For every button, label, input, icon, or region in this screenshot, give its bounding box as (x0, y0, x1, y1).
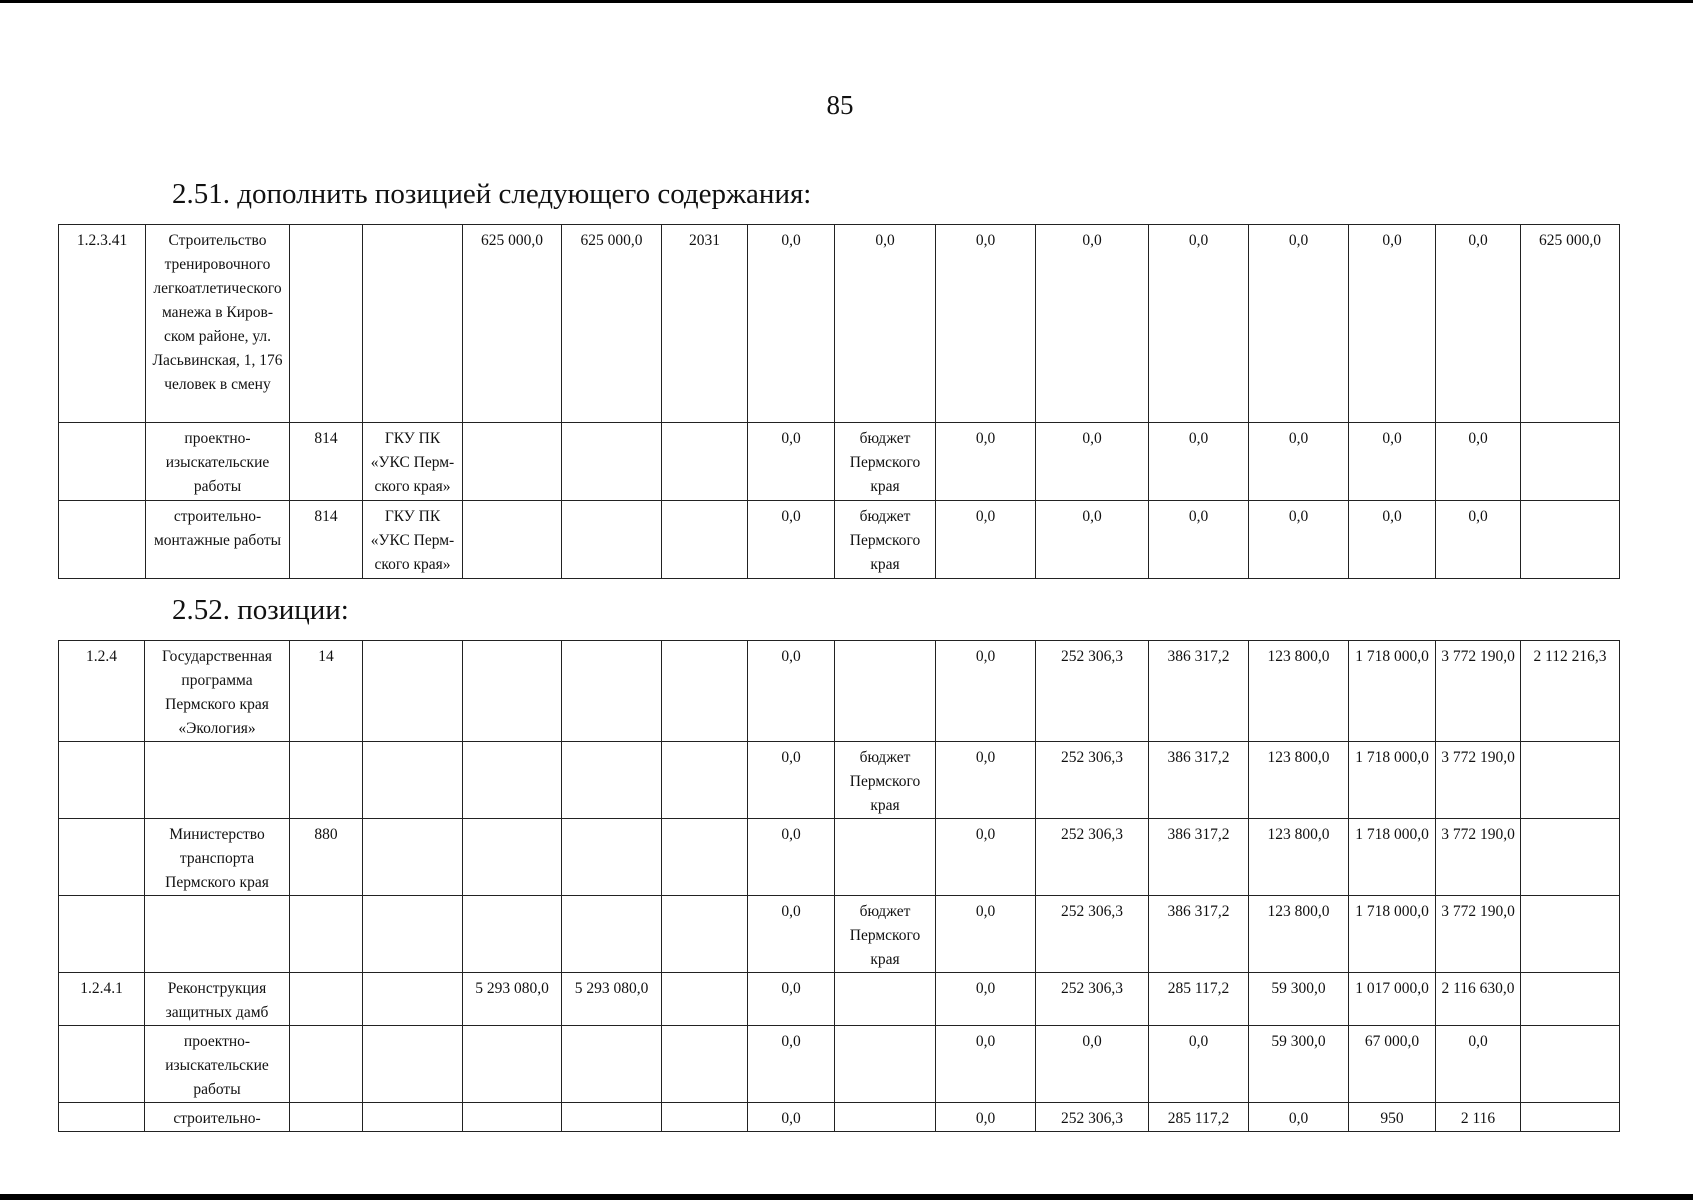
table-cell: 0,0 (748, 742, 835, 819)
table-cell: 0,0 (936, 1103, 1036, 1132)
table-row (59, 423, 1620, 501)
table-row (59, 973, 1620, 1026)
table-cell: 59 300,0 (1249, 1026, 1349, 1103)
table-cell (662, 742, 748, 819)
table-row (59, 225, 1620, 423)
table-cell (1521, 423, 1620, 501)
table-cell: 0,0 (748, 819, 835, 896)
scan-top-border (0, 0, 1693, 3)
table-cell: 0,0 (936, 1026, 1036, 1103)
table-cell (1521, 501, 1620, 579)
table-cell: 1.2.4 (59, 641, 145, 742)
table-cell (662, 501, 748, 579)
table-cell (290, 973, 363, 1026)
table-cell: 814 (290, 423, 363, 501)
table-cell: 67 000,0 (1349, 1026, 1436, 1103)
table-cell: бюджет Пермского края (835, 896, 936, 973)
table-cell (835, 819, 936, 896)
table-cell: 625 000,0 (1521, 225, 1620, 423)
table-cell: 386 317,2 (1149, 641, 1249, 742)
table-row (59, 1103, 1620, 1132)
table-cell (835, 973, 936, 1026)
table-cell (463, 1103, 562, 1132)
table-cell: ГКУ ПК «УКС Перм-ского края» (363, 423, 463, 501)
table-cell: 0,0 (1036, 423, 1149, 501)
table-cell: 0,0 (748, 896, 835, 973)
table-cell: 2 116 630,0 (1436, 973, 1521, 1026)
table-cell: 252 306,3 (1036, 742, 1149, 819)
table-cell (463, 501, 562, 579)
table-cell: 1 718 000,0 (1349, 742, 1436, 819)
table-cell: 0,0 (1436, 225, 1521, 423)
table-cell: 0,0 (936, 225, 1036, 423)
table-cell (59, 742, 145, 819)
table-cell: 14 (290, 641, 363, 742)
table-cell: 0,0 (936, 973, 1036, 1026)
table-cell (290, 896, 363, 973)
table-cell (1521, 896, 1620, 973)
table-cell (835, 641, 936, 742)
table-cell (662, 819, 748, 896)
table-cell: 386 317,2 (1149, 742, 1249, 819)
table-cell (1521, 973, 1620, 1026)
table-cell: 59 300,0 (1249, 973, 1349, 1026)
table-cell: 5 293 080,0 (463, 973, 562, 1026)
table-cell: 0,0 (1436, 1026, 1521, 1103)
table-cell: 0,0 (1249, 423, 1349, 501)
table-cell: бюджет Пермского края (835, 742, 936, 819)
table-cell: 252 306,3 (1036, 896, 1149, 973)
table-cell (662, 423, 748, 501)
table-cell: 1.2.4.1 (59, 973, 145, 1026)
table-cell (463, 641, 562, 742)
table-cell (363, 1103, 463, 1132)
table-cell (290, 1103, 363, 1132)
table-cell: ГКУ ПК «УКС Перм-ского края» (363, 501, 463, 579)
table-cell: 252 306,3 (1036, 819, 1149, 896)
table-cell (463, 896, 562, 973)
table-cell: 1 718 000,0 (1349, 819, 1436, 896)
table-cell (59, 423, 146, 501)
table-cell: 0,0 (1349, 225, 1436, 423)
table-cell (835, 1103, 936, 1132)
table-cell (562, 501, 662, 579)
table-cell: 285 117,2 (1149, 1103, 1249, 1132)
table-cell: 123 800,0 (1249, 896, 1349, 973)
table-cell: бюджет Пермского края (835, 501, 936, 579)
table-cell: 0,0 (1249, 225, 1349, 423)
table-cell: 0,0 (936, 742, 1036, 819)
table-row (59, 641, 1620, 742)
table-cell (59, 501, 146, 579)
section-heading-2-52: 2.52. позиции: (172, 594, 349, 626)
table-cell: 950 (1349, 1103, 1436, 1132)
table-cell (463, 1026, 562, 1103)
table-cell: 0,0 (1349, 423, 1436, 501)
table-cell: 3 772 190,0 (1436, 641, 1521, 742)
table-row (59, 1026, 1620, 1103)
table-cell (290, 225, 363, 423)
table-cell: 814 (290, 501, 363, 579)
table-cell: 0,0 (748, 423, 835, 501)
table-cell: 0,0 (835, 225, 936, 423)
table-cell: 252 306,3 (1036, 1103, 1149, 1132)
table-cell: 0,0 (748, 501, 835, 579)
table-cell (1521, 1103, 1620, 1132)
table-cell (145, 896, 290, 973)
table-cell: 0,0 (1036, 1026, 1149, 1103)
table-cell: 0,0 (1149, 501, 1249, 579)
table-cell: 0,0 (936, 501, 1036, 579)
table-cell (59, 819, 145, 896)
table-cell: 2031 (662, 225, 748, 423)
table-cell: 0,0 (1349, 501, 1436, 579)
table-cell: 0,0 (1249, 501, 1349, 579)
table-cell: Государственная программа Пермского края «Экология» (145, 641, 290, 742)
table-cell: 0,0 (1149, 423, 1249, 501)
table-cell (662, 896, 748, 973)
table-cell: 0,0 (936, 641, 1036, 742)
table-cell (363, 742, 463, 819)
table-cell: Строительство тренировочного легкоатлетического манежа в Киров-ском районе, ул. Ласьвинская, 1, 176 человек в смену (146, 225, 290, 423)
table-cell: 3 772 190,0 (1436, 819, 1521, 896)
table-row (59, 819, 1620, 896)
table-cell: 2 112 216,3 (1521, 641, 1620, 742)
table-cell (562, 1103, 662, 1132)
table-cell (145, 742, 290, 819)
table-cell: проектно-изыскательские работы (145, 1026, 290, 1103)
section-heading-2-51: 2.51. дополнить позицией следующего содержания: (172, 178, 812, 210)
table-cell: 0,0 (748, 225, 835, 423)
table-cell: проектно-изыскательские работы (146, 423, 290, 501)
table-cell: 386 317,2 (1149, 819, 1249, 896)
table-cell: 1 718 000,0 (1349, 641, 1436, 742)
table-cell (662, 1026, 748, 1103)
table-cell (463, 423, 562, 501)
table-cell: 3 772 190,0 (1436, 896, 1521, 973)
scan-bottom-border (0, 1194, 1693, 1200)
table-cell: 252 306,3 (1036, 641, 1149, 742)
table-cell: 1.2.3.41 (59, 225, 146, 423)
table-cell: 0,0 (748, 641, 835, 742)
table-cell: 0,0 (748, 1026, 835, 1103)
table-cell (662, 641, 748, 742)
table-cell (562, 423, 662, 501)
table-cell (363, 973, 463, 1026)
table-cell (1521, 1026, 1620, 1103)
table-cell: 0,0 (1149, 1026, 1249, 1103)
table-cell: 123 800,0 (1249, 641, 1349, 742)
table-cell (562, 1026, 662, 1103)
table-cell: Министерство транспорта Пермского края (145, 819, 290, 896)
table-cell: 0,0 (1036, 501, 1149, 579)
table-cell (363, 896, 463, 973)
table-cell: 2 116 (1436, 1103, 1521, 1132)
table-cell: 386 317,2 (1149, 896, 1249, 973)
table-cell: 0,0 (936, 423, 1036, 501)
table-cell (1521, 742, 1620, 819)
table-cell (662, 1103, 748, 1132)
table-cell (562, 896, 662, 973)
table-row (59, 896, 1620, 973)
table-cell: 0,0 (936, 819, 1036, 896)
table-cell: 0,0 (1149, 225, 1249, 423)
table-row (59, 742, 1620, 819)
table-row (59, 501, 1620, 579)
table-cell (662, 973, 748, 1026)
table-cell: 0,0 (936, 896, 1036, 973)
table-cell (562, 742, 662, 819)
table-cell (1521, 819, 1620, 896)
table-cell: 0,0 (1249, 1103, 1349, 1132)
table-cell: 1 017 000,0 (1349, 973, 1436, 1026)
table-cell: 252 306,3 (1036, 973, 1149, 1026)
table-cell: 5 293 080,0 (562, 973, 662, 1026)
table-cell: строительно-монтажные работы (146, 501, 290, 579)
table-cell (59, 896, 145, 973)
table-cell (562, 819, 662, 896)
table-cell: 625 000,0 (562, 225, 662, 423)
table-cell: 123 800,0 (1249, 819, 1349, 896)
table-cell (363, 641, 463, 742)
table-cell (290, 1026, 363, 1103)
table-cell (290, 742, 363, 819)
table-cell (562, 641, 662, 742)
table-cell (463, 742, 562, 819)
table-cell: бюджет Пермского края (835, 423, 936, 501)
table-cell: 0,0 (1036, 225, 1149, 423)
table-cell: 0,0 (1436, 423, 1521, 501)
table-cell (363, 819, 463, 896)
table-cell (59, 1103, 145, 1132)
table-cell: 1 718 000,0 (1349, 896, 1436, 973)
table-cell: Реконструкция защитных дамб (145, 973, 290, 1026)
table-section-2-51 (58, 224, 1620, 579)
page-number: 85 (826, 90, 854, 120)
table-cell: 0,0 (748, 1103, 835, 1132)
table-cell: 880 (290, 819, 363, 896)
table-cell: 285 117,2 (1149, 973, 1249, 1026)
table-cell: 3 772 190,0 (1436, 742, 1521, 819)
table-cell (59, 1026, 145, 1103)
table-section-2-52 (58, 640, 1620, 1132)
table-cell (363, 225, 463, 423)
table-cell: 625 000,0 (463, 225, 562, 423)
table-cell: 0,0 (1436, 501, 1521, 579)
table-cell: 0,0 (748, 973, 835, 1026)
table-cell (463, 819, 562, 896)
table-cell (835, 1026, 936, 1103)
table-cell: строительно- (145, 1103, 290, 1132)
table-cell (363, 1026, 463, 1103)
table-cell: 123 800,0 (1249, 742, 1349, 819)
